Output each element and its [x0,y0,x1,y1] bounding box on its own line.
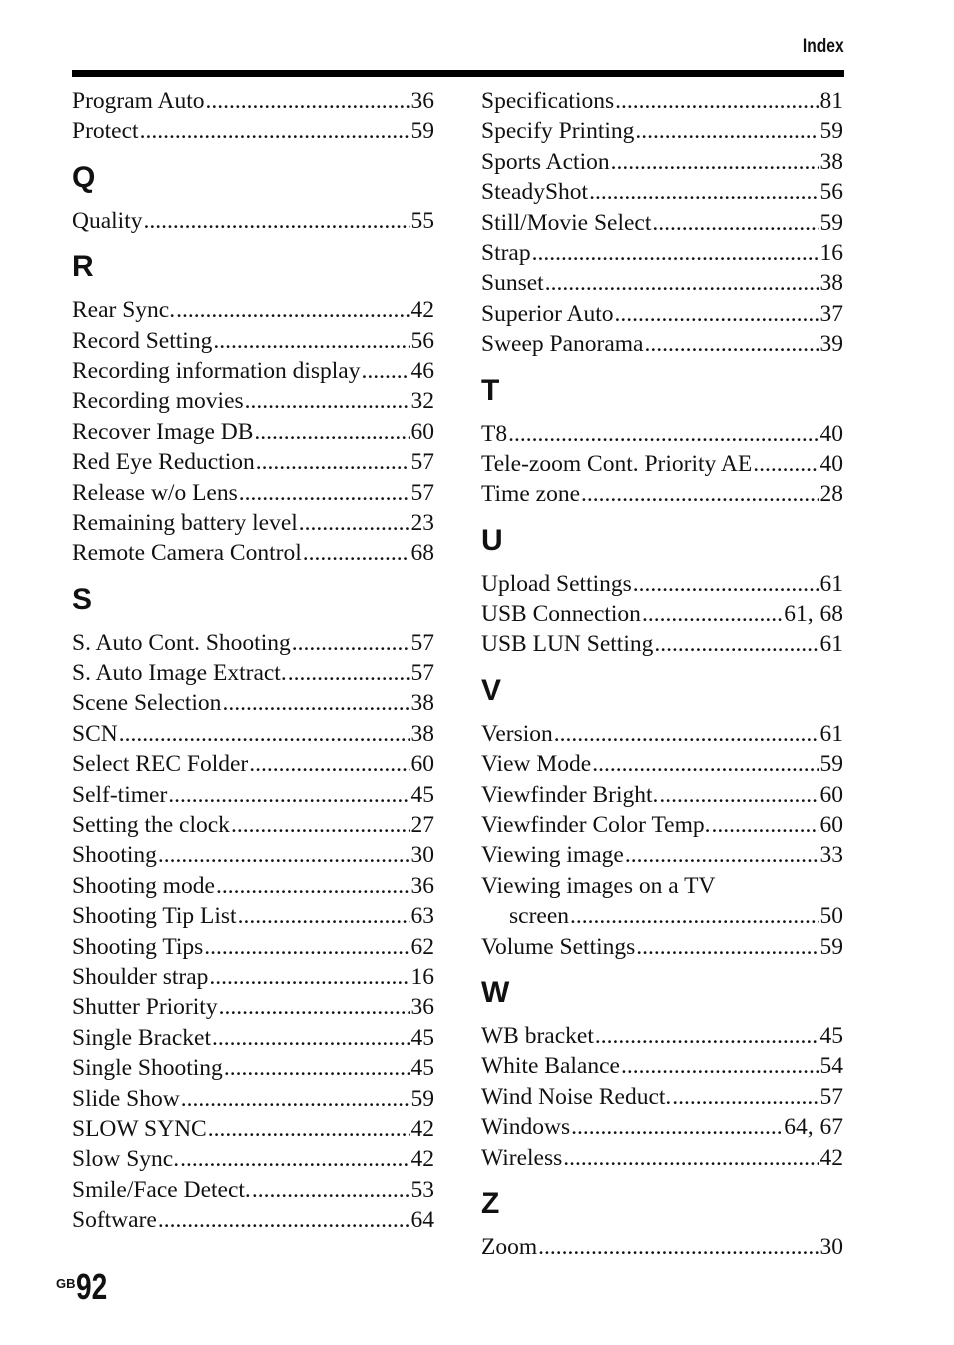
index-entry-continuation: screen [509,903,570,930]
index-entry-page: 59 [819,209,843,236]
index-entry-page: 56 [819,179,843,206]
index-entry [72,1053,434,1083]
index-section [481,1186,843,1262]
index-entry-page: 36 [410,994,434,1021]
index-entry [72,1144,434,1174]
index-entry-label: Shooting mode [72,872,215,899]
index-entry [72,417,434,447]
dot-leader [168,780,409,810]
index-entry-page: 59 [410,1085,434,1112]
dot-leader [245,386,410,416]
dot-leader [554,719,819,749]
index-section [72,582,434,1236]
dot-leader [595,1021,819,1051]
index-entry [72,688,434,718]
index-entry-page: 59 [819,118,843,145]
index-section [481,373,843,510]
index-entry [72,1114,434,1144]
index-entry-page: 61 [819,720,843,747]
index-entry-page: 45 [410,1024,434,1051]
index-entry-page: 42 [410,1115,434,1142]
index-entry-label: Windows [481,1114,571,1141]
dot-leader [636,932,818,962]
index-entry-page: 28 [819,481,843,508]
index-entry-label: Software [72,1207,157,1234]
dot-leader [508,419,818,449]
index-entry [72,962,434,992]
index-entry-label: Viewing images on a TV [481,872,716,899]
index-entry-page: 68 [410,540,434,567]
index-entry-label: Upload Settings [481,570,632,597]
index-entry-page: 60 [819,781,843,808]
index-entry-label: Self-timer [72,781,168,808]
index-entry-page: 62 [410,933,434,960]
index-entry-label: Viewfinder Bright. [481,781,659,808]
index-entry-label: Release w/o Lens [72,479,238,506]
index-entry [72,901,434,931]
index-entry-page: 37 [819,300,843,327]
index-entry-page: 30 [410,842,434,869]
index-entry-page: 16 [819,239,843,266]
index-entry-label: USB Connection [481,601,641,628]
dot-leader [224,1053,410,1083]
index-entry [481,1051,843,1081]
dot-leader [654,629,818,659]
index-entry [481,449,843,479]
index-entry [72,538,434,568]
index-entry-label: Volume Settings [481,933,636,960]
index-entry-label: Viewing image [481,842,624,869]
index-entry-label: Recording movies [72,388,244,415]
index-entry-label: Slow Sync. [72,1146,180,1173]
dot-leader [589,177,818,207]
index-entry-page: 33 [819,842,843,869]
index-entry-label: Time zone [481,481,581,508]
dot-leader [672,1082,818,1112]
index-entry-page: 59 [410,118,434,145]
index-entry-label: Recover Image DB [72,418,254,445]
index-entry-label: SteadyShot [481,179,589,206]
index-entry [72,871,434,901]
dot-leader [256,447,410,477]
dot-leader [621,1051,819,1081]
index-entry-page: 60 [410,418,434,445]
dot-leader [144,206,410,236]
index-entry-page: 38 [819,148,843,175]
index-entry-page: 23 [410,509,434,536]
index-entry-label: Program Auto [72,88,205,114]
index-entry-page: 45 [410,1055,434,1082]
index-entry [481,1232,843,1262]
index-entry [72,992,434,1022]
dot-leader [615,86,818,116]
index-entry-page: 46 [410,357,434,384]
index-entry [72,840,434,870]
dot-leader [538,1232,818,1262]
index-entry-label: Single Shooting [72,1055,223,1082]
index-entry [481,479,843,509]
index-entry [72,86,434,116]
index-entry [481,1112,843,1142]
index-entry-label: Sunset [481,270,544,297]
index-entry [481,599,843,629]
index-entry [72,295,434,325]
index-entry-page: 53 [410,1176,434,1203]
index-entry-page: 57 [410,660,434,687]
index-entry [72,1023,434,1053]
index-entry-label: Shutter Priority [72,994,218,1021]
index-entry-page: 59 [819,933,843,960]
index-entry [72,478,434,508]
index-entry-page: 30 [819,1233,843,1260]
dot-leader [206,86,410,116]
index-entry-label: Specifications [481,88,615,114]
index-entry [72,1205,434,1235]
index-entry-page: 60 [819,812,843,839]
dot-leader [361,356,409,386]
index-entry-page: 55 [410,207,434,234]
index-entry [481,780,843,810]
dot-leader [239,478,410,508]
dot-leader [222,688,409,718]
index-entry [72,508,434,538]
index-entry [72,1084,434,1114]
index-entry-page: 57 [410,629,434,656]
index-entry-page: 40 [819,450,843,477]
index-section [72,160,434,236]
index-entry [72,1175,434,1205]
dot-leader [208,1114,410,1144]
dot-leader [249,749,409,779]
index-entry-label: Superior Auto [481,300,614,327]
index-entry-page: 57 [410,479,434,506]
index-entry-page: 61 [819,631,843,658]
dot-leader [592,749,818,779]
dot-leader [252,1175,410,1205]
running-header: Index [803,36,844,57]
index-entry [72,116,434,146]
index-entry-label: Remaining battery level [72,509,298,536]
index-entry-page: 54 [819,1053,843,1080]
index-entry [481,268,843,298]
dot-leader [570,901,818,931]
index-entry [481,177,843,207]
index-column-right [481,86,843,1262]
index-entry-label: Scene Selection [72,690,222,717]
index-entry-label: Protect [72,118,139,145]
index-entry-label: Shooting Tips [72,933,204,960]
index-entry-page: 81 [819,88,843,114]
index-entry-page: 16 [410,963,434,990]
index-entry-label: Wireless [481,1144,563,1171]
index-entry [72,386,434,416]
index-entry-page: 59 [819,751,843,778]
dot-leader [181,1084,410,1114]
index-entry-page: 63 [410,903,434,930]
dot-leader [219,992,410,1022]
dot-leader [625,840,819,870]
dot-leader [611,147,819,177]
index-entry [72,780,434,810]
index-entry-page: 60 [410,751,434,778]
region-code: GB [56,1276,76,1291]
index-section [481,86,843,360]
index-entry [481,208,843,238]
index-entry-label: WB bracket [481,1022,594,1049]
dot-leader [652,208,818,238]
dot-leader [204,932,409,962]
dot-leader [176,295,409,325]
index-entry-page: 42 [410,1146,434,1173]
index-entry [72,206,434,236]
index-entry-page: 61, 68 [784,601,843,628]
index-entry [481,1021,843,1051]
section-letter: W [481,975,510,1009]
index-entry [481,749,843,779]
index-entry-page: 38 [410,690,434,717]
index-entry-label: Slide Show [72,1085,180,1112]
index-entry-label: Shooting [72,842,157,869]
index-entry-label: Tele-zoom Cont. Priority AE [481,450,753,477]
index-entry-label: Smile/Face Detect. [72,1176,251,1203]
index-entry-page: 45 [410,781,434,808]
index-entry [72,326,434,356]
index-entry-page: 38 [819,270,843,297]
dot-leader [545,268,819,298]
dot-leader [615,299,819,329]
dot-leader [158,1205,410,1235]
index-entry [72,810,434,840]
index-entry-page: 36 [410,872,434,899]
dot-leader [642,599,783,629]
index-entry-label: Shooting Tip List [72,903,237,930]
index-entry-label: White Balance [481,1053,620,1080]
dot-leader [231,810,410,840]
index-column-left [72,86,434,1236]
index-entry-label: Recording information display [72,357,361,384]
index-entry-page: 64, 67 [784,1114,843,1141]
index-entry [481,238,843,268]
dot-leader [571,1112,783,1142]
index-entry-label: T8 [481,420,508,447]
index-entry-label: Still/Movie Select [481,209,652,236]
section-letter: U [481,523,503,557]
index-entry-label: Sports Action [481,148,610,175]
header-rule [72,70,844,77]
dot-leader [288,658,410,688]
dot-leader [140,116,410,146]
index-entry-label: Select REC Folder [72,751,249,778]
index-entry [481,299,843,329]
index-section [481,523,843,660]
index-entry-label: S. Auto Image Extract. [72,660,287,687]
index-entry [72,356,434,386]
dot-leader [213,326,409,356]
index-entry-label: Quality [72,207,143,234]
section-letter: Z [481,1186,500,1220]
index-entry-label: View Mode [481,751,592,778]
index-entry [72,658,434,688]
index-entry-page: 39 [819,331,843,358]
index-entry-page: 40 [819,420,843,447]
index-entry-page: 50 [819,903,843,930]
index-entry-page: 32 [410,388,434,415]
dot-leader [659,780,818,810]
index-entry-page: 61 [819,570,843,597]
index-entry-label: SLOW SYNC [72,1115,207,1142]
page-number-value: 92 [75,1266,107,1307]
index-entry [481,419,843,449]
index-entry-label: S. Auto Cont. Shooting [72,629,291,656]
index-section [72,252,434,569]
index-entry [72,628,434,658]
index-entry-label: Zoom [481,1233,538,1260]
index-entry [481,1082,843,1112]
index-entry [72,447,434,477]
dot-leader [292,628,410,658]
index-entry-label: Viewfinder Color Temp. [481,812,711,839]
index-entry-label: Strap [481,239,531,266]
dot-leader [209,962,409,992]
dot-leader [532,238,819,268]
index-entry-label: SCN [72,720,118,747]
index-entry-label: Red Eye Reduction [72,449,255,476]
dot-leader [753,449,818,479]
dot-leader [303,538,410,568]
index-entry [481,629,843,659]
page-number [56,1266,116,1308]
dot-leader [216,871,410,901]
index-entry-page: 57 [819,1083,843,1110]
section-letter: T [481,373,500,407]
index-entry [481,1143,843,1173]
index-entry [481,569,843,599]
index-entry-page: 42 [819,1144,843,1171]
index-entry-page: 38 [410,720,434,747]
index-entry-page: 45 [819,1022,843,1049]
index-entry-label: Rear Sync. [72,297,176,324]
index-entry-label: Record Setting [72,327,213,354]
dot-leader [563,1143,818,1173]
dot-leader [299,508,410,538]
index-entry [481,329,843,359]
index-section [72,86,434,147]
index-entry [72,719,434,749]
index-entry-page: 27 [410,812,434,839]
index-entry [481,810,843,840]
section-letter: V [481,673,502,707]
index-entry-label: Shoulder strap [72,963,209,990]
dot-leader [180,1144,409,1174]
index-entry-label: Single Bracket [72,1024,212,1051]
dot-leader [635,116,818,146]
index-entry [481,719,843,749]
index-entry-label: USB LUN Setting [481,631,654,658]
dot-leader [119,719,410,749]
dot-leader [238,901,410,931]
dot-leader [581,479,818,509]
index-entry [481,840,843,870]
index-entry [481,932,843,962]
index-entry [72,932,434,962]
dot-leader [212,1023,409,1053]
index-entry-label: Wind Noise Reduct. [481,1083,672,1110]
index-section [481,975,843,1173]
index-section [481,673,843,962]
index-entry [72,749,434,779]
index-entry-page: 57 [410,449,434,476]
section-letter: Q [72,160,96,194]
index-entry [481,116,843,146]
index-entry [481,86,843,116]
index-entry-label: Setting the clock [72,812,230,839]
dot-leader [645,329,819,359]
dot-leader [633,569,819,599]
index-entry-page: 42 [410,297,434,324]
index-entry-page: 36 [410,88,434,114]
dot-leader [254,417,409,447]
index-entry-page: 64 [410,1207,434,1234]
section-letter: S [72,582,93,616]
index-entry [481,901,843,931]
index-entry [481,147,843,177]
index-entry-label: Specify Printing [481,118,635,145]
dot-leader [712,810,819,840]
index-entry-label: Version [481,720,553,747]
index-entry-label: Remote Camera Control [72,540,302,567]
dot-leader [158,840,410,870]
section-letter: R [72,250,94,284]
index-entry-page: 56 [410,327,434,354]
index-entry-label: Sweep Panorama [481,331,644,358]
